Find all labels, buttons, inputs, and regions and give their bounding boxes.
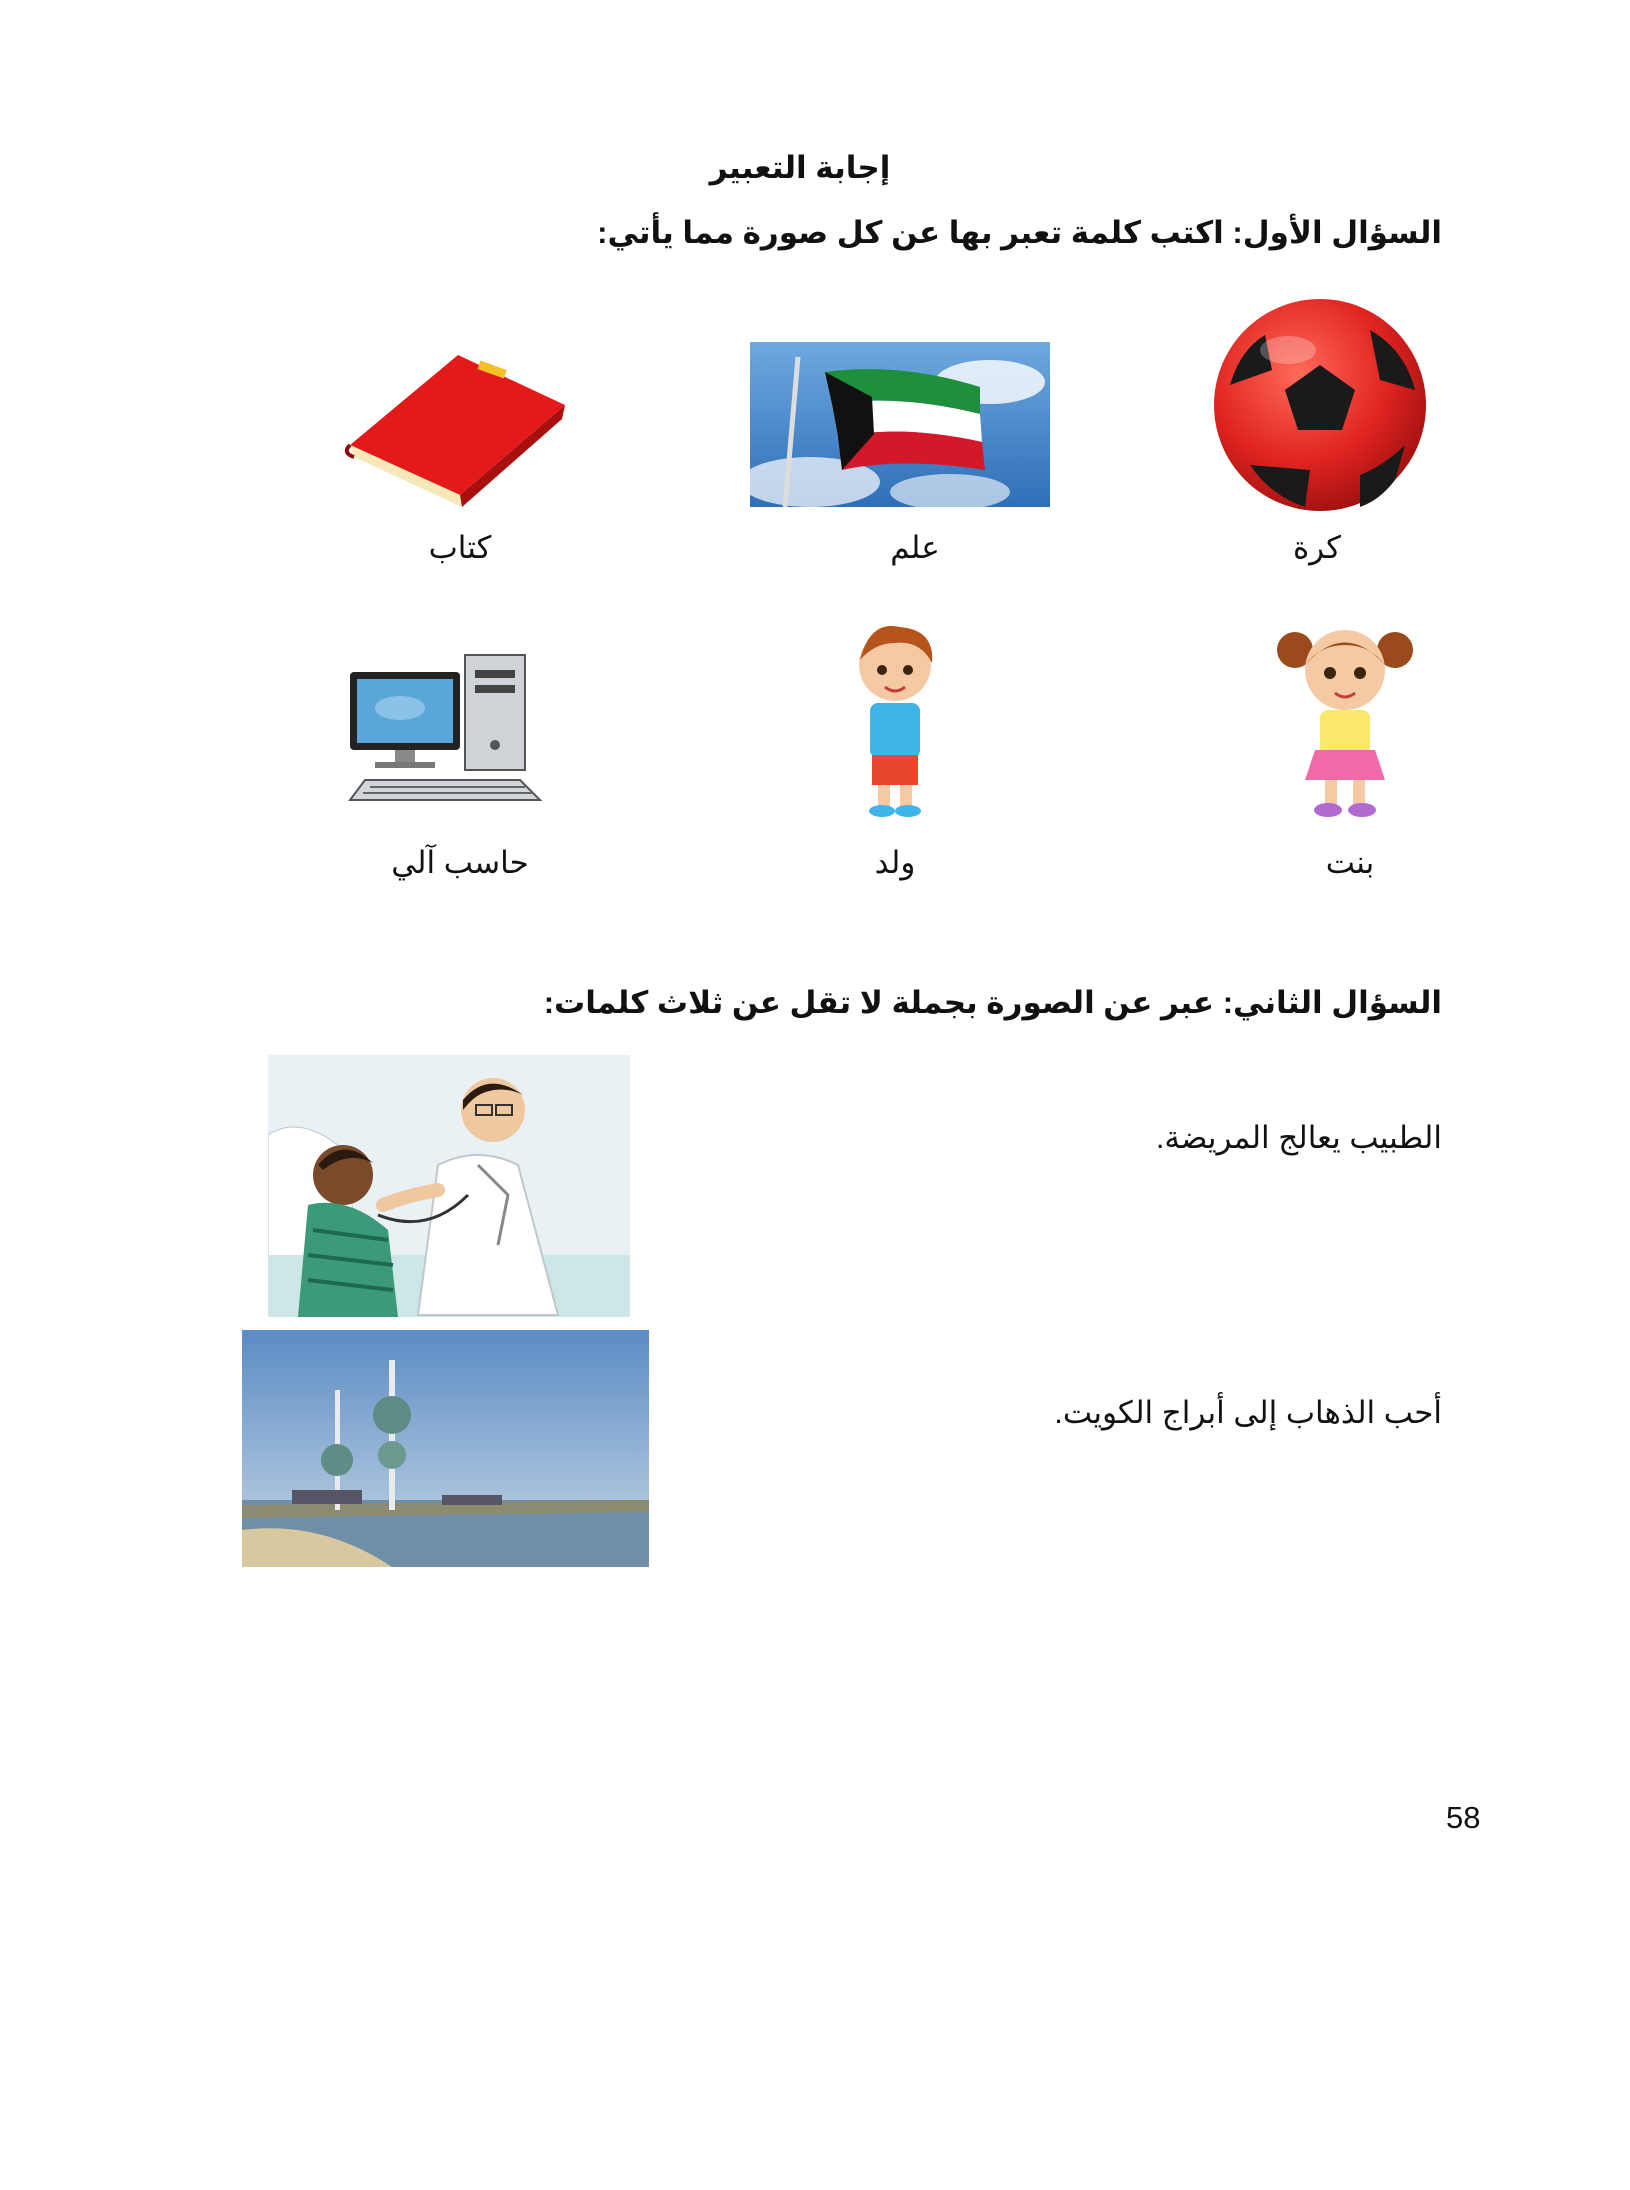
sentence-doctor: الطبيب يعالج المريضة. xyxy=(1155,1120,1442,1155)
doctor-patient-icon xyxy=(268,1055,630,1317)
question-1-prompt: السؤال الأول: اكتب كلمة تعبر بها عن كل صورة مما يأتي: xyxy=(597,215,1442,250)
word-book: كتاب xyxy=(428,530,492,565)
word-computer: حاسب آلي xyxy=(391,845,529,880)
word-girl: بنت xyxy=(1325,845,1375,880)
computer-icon xyxy=(345,650,550,810)
sentence-towers: أحب الذهاب إلى أبراج الكويت. xyxy=(1054,1395,1442,1430)
page-title: إجابة التعبير xyxy=(709,150,891,185)
word-flag: علم xyxy=(890,530,940,565)
flag-icon xyxy=(750,342,1050,507)
page-number: 58 xyxy=(1446,1800,1481,1835)
kuwait-towers-icon xyxy=(242,1330,649,1567)
ball-icon xyxy=(1210,295,1430,515)
book-icon xyxy=(340,335,570,510)
question-2-prompt: السؤال الثاني: عبر عن الصورة بجملة لا تقل عن ثلاث كلمات: xyxy=(543,985,1442,1020)
boy-icon xyxy=(840,615,950,820)
word-ball: كرة xyxy=(1292,530,1342,565)
word-boy: ولد xyxy=(874,845,916,880)
girl-icon xyxy=(1270,615,1420,820)
